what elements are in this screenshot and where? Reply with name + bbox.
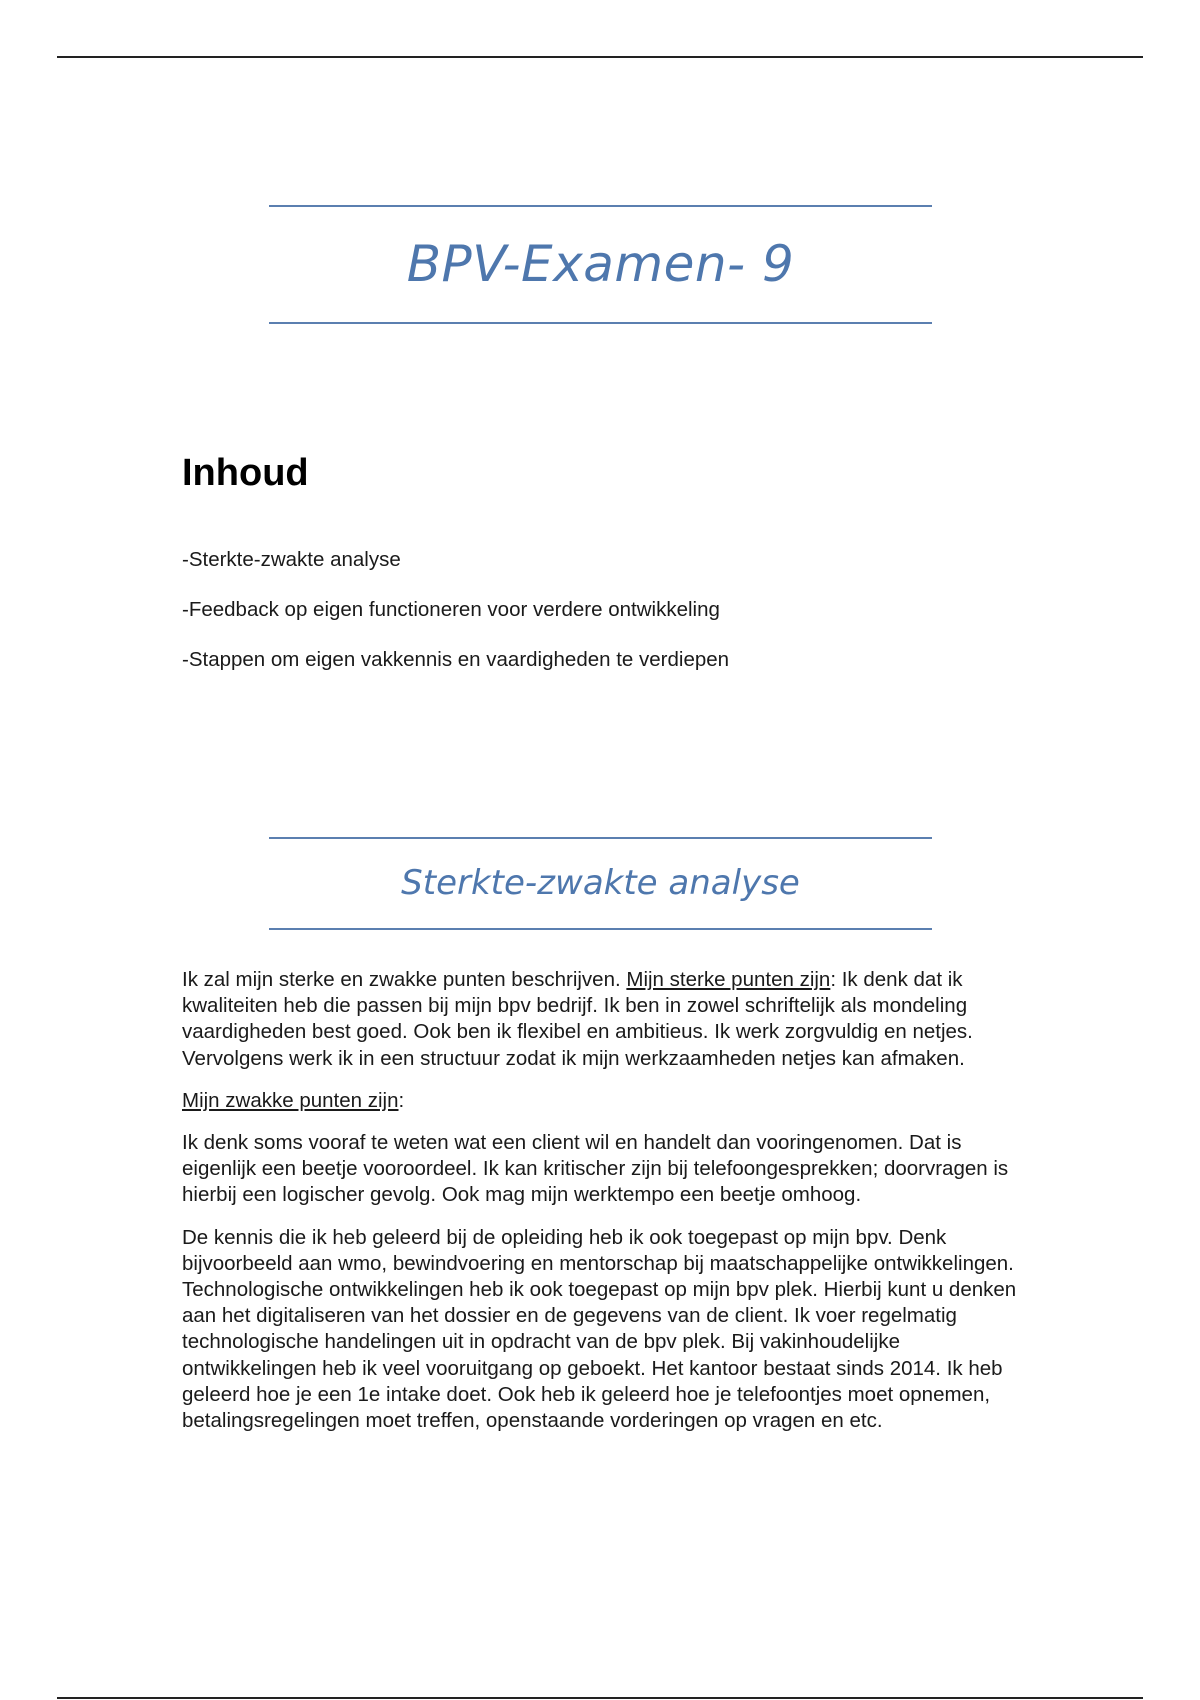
section-heading: Sterkte-zwakte analyse xyxy=(269,837,932,930)
toc-item: -Stappen om eigen vakkennis en vaardigheden te verdiepen xyxy=(182,648,730,671)
weaknesses-paragraph: Ik denk soms vooraf te weten wat een client wil en handelt dan vooringenomen. Dat is eigenlijk een beetje vooroordeel. Ik kan kritischer zijn bij telefoongesprekken; doorvragen is hierbij een logischer gevolg. Ook mag mijn werktempo een beetje omhoog. xyxy=(182,1131,1009,1207)
toc-list xyxy=(182,548,729,698)
document-title: BPV-Examen- 9 xyxy=(269,205,932,324)
toc-heading: Inhoud xyxy=(182,452,309,494)
toc-item: -Sterkte-zwakte analyse xyxy=(182,548,401,571)
knowledge-paragraph: De kennis die ik heb geleerd bij de opleiding heb ik ook toegepast op mijn bpv. Denk bijvoorbeeld aan wmo, bewindvoering en mentorschap bij maatschappelijke ontwikkelingen. Technologische ontwikkelingen heb ik ook toegepast op mijn bpv plek. Hierbij kunt u denken aan het digitaliseren van het dossier en de gegevens van de client. Ik voer regelmatig technologische handelingen uit in opdracht van de bpv plek. Bij vakinhoudelijke ontwikkelingen heb ik veel vooruitgang op geboekt. Het kantoor bestaat sinds 2014. Ik heb geleerd hoe je een 1e intake doet. Ook heb ik geleerd hoe je telefoontjes moet opnemen, betalingsregelingen moet treffen, openstaande vorderingen op vragen en etc. xyxy=(182,1225,1017,1433)
section-body xyxy=(182,967,1022,1450)
strengths-text: : Ik denk dat ik kwaliteiten heb die passen bij mijn bpv bedrijf. Ik ben in zowel schriftelijk als mondeling vaardigheden best goed. Ook ben ik flexibel en ambitieus. Ik werk zorgvuldig en netjes. Vervolgens werk ik in een structuur zodat ik mijn werkzaamheden netjes kan afmaken. xyxy=(182,968,973,1070)
strengths-label: Mijn sterke punten zijn xyxy=(626,968,831,991)
page-top-rule xyxy=(57,56,1143,58)
weaknesses-label-paragraph xyxy=(182,1088,1022,1114)
weaknesses-label: Mijn zwakke punten zijn xyxy=(182,1088,399,1112)
strengths-paragraph xyxy=(182,967,1022,1072)
strengths-intro: Ik zal mijn sterke en zwakke punten beschrijven. xyxy=(182,968,627,991)
page-bottom-rule xyxy=(57,1697,1143,1699)
weaknesses-colon: : xyxy=(398,1088,405,1112)
toc-item: -Feedback op eigen functioneren voor verdere ontwikkeling xyxy=(182,598,720,621)
